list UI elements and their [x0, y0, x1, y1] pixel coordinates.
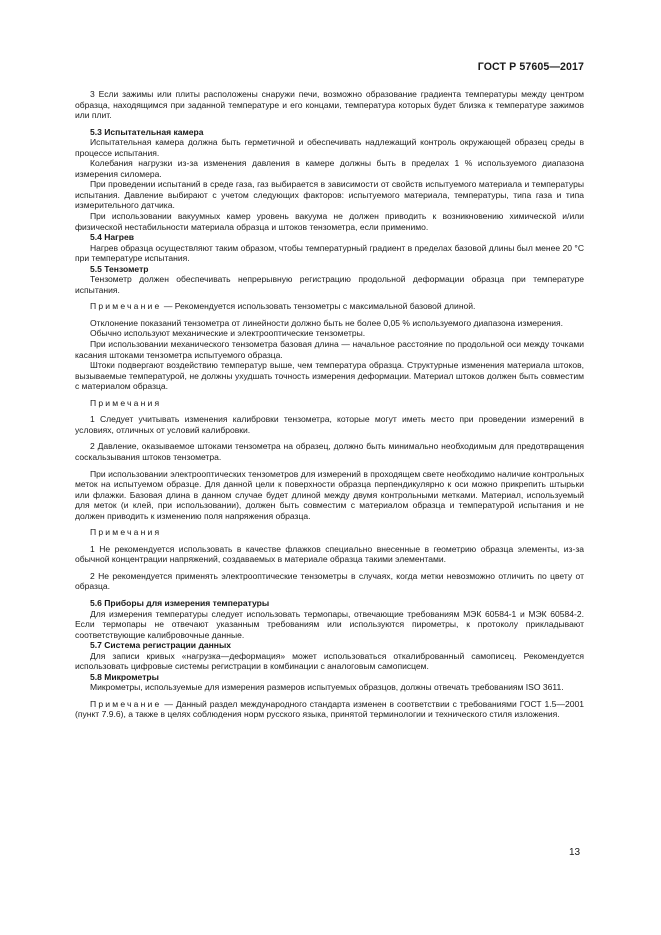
body-paragraph: При использовании электрооптических тензометров для измерений в проходящем свете необходимо наличие контрольных меток на испытуемом образце. Для данной цели к поверхности образца перпендикулярно к оси можно прикрепить штырьки или флажки. Базовая длина в данном случае будет длиной между двумя контрольными метками. Материал, используемый для меток (и клей, при использовании), должен быть совместим с материалом образца и температурой испытания и не должен приводить к изменению поля напряжения образца.: [75, 468, 584, 521]
note-text: — Данный раздел международного стандарта изменен в соответствии с требованиями ГОСТ 1.5—2001 (пункт 7.9.6), а также в целях соблюдения норм русского языка, принятой терминологии и технического стиля изложения.: [75, 698, 584, 720]
section-heading: 5.6 Приборы для измерения температуры: [90, 597, 270, 608]
body-paragraph: 1 Не рекомендуется использовать в качестве флажков специально внесенные в геометрию образца элементы, из-за обычной концентрации напряжений, создаваемых в материале образца такими элементами.: [75, 543, 584, 565]
body-paragraph: Тензометр должен обеспечивать непрерывную регистрацию продольной деформации образца при температуре испытания.: [75, 274, 584, 295]
note-text: — Рекомендуется использовать тензометры с максимальной базовой длиной.: [161, 301, 476, 312]
section-heading: 5.4 Нагрев: [90, 232, 134, 243]
note-paragraph: [75, 301, 584, 312]
page-content: [75, 89, 584, 720]
body-paragraph: 3 Если зажимы или плиты расположены снаружи печи, возможно образование градиента температуры между центром образца, находящимся при заданной температуре и его концами, температура которых будет близка к температуре зажимов или плит.: [75, 89, 584, 121]
body-paragraph: 1 Следует учитывать изменения калибровки тензометра, которые могут иметь место при проведении измерений в условиях, отличных от условий калибровки.: [75, 414, 584, 435]
body-paragraph: 2 Давление, оказываемое штоками тензометра на образец, должно быть минимально необходимым для предотвращения соскальзывания штоков тензометра.: [75, 441, 584, 462]
note-label: Примечание: [90, 301, 162, 312]
section-heading: 5.8 Микрометры: [90, 671, 159, 682]
body-paragraph: При проведении испытаний в среде газа, газ выбирается в зависимости от свойств испытуемого материала и температуры испытания. Давление выбирают с учетом следующих факторов: испытуемого материала, температуры, типа газа и типа измерительного датчика.: [75, 179, 584, 211]
body-paragraph: При использовании вакуумных камер уровень вакуума не должен приводить к возникновению химической и/или физической нестабильности материала образца и штоков тензометра, если применимо.: [75, 211, 584, 232]
section-heading: 5.3 Испытательная камера: [90, 126, 204, 137]
notes-label: [75, 398, 584, 409]
notes-label-text: Примечания: [90, 397, 162, 408]
body-paragraph: Для измерения температуры следует использовать термопары, отвечающие требованиям МЭК 60584-1 и МЭК 60584-2. Если термопары не отвечают указанным требованиям или используются пирометры, к протоколу прикладывают соответствующие калибровочные данные.: [75, 608, 584, 640]
body-paragraph: Колебания нагрузки из-за изменения давления в камере должны быть в пределах 1 % используемого диапазона измерения силомера.: [75, 158, 584, 179]
body-paragraph: 2 Не рекомендуется применять электрооптические тензометры в случаях, когда метки невозможно отличить по цвету от образца.: [75, 570, 584, 592]
note-label: Примечание: [90, 698, 162, 709]
note-paragraph: [75, 699, 584, 720]
body-paragraph: Отклонение показаний тензометра от линейности должно быть не более 0,05 % используемого диапазона измерения.: [90, 317, 564, 328]
body-paragraph: Обычно используют механические и электрооптические тензометры.: [90, 328, 366, 339]
body-paragraph: Микрометры, используемые для измерения размеров испытуемых образцов, должны отвечать требованиям ISO 3611.: [90, 682, 564, 693]
body-paragraph: Штоки подвергают воздействию температур выше, чем температура образца. Структурные изменения материала штоков, вызываемые температурой, не должны ухудшать точность измерения деформации. Материал штоков должен быть совместим с материалом образца.: [75, 360, 584, 392]
document-id: ГОСТ Р 57605—2017: [477, 61, 584, 73]
body-paragraph: При использовании механического тензометра базовая длина — начальное расстояние по продольной оси между точками касания штоками тензометра испытуемого образца.: [75, 339, 584, 360]
page-number: 13: [569, 847, 581, 858]
body-paragraph: Для записи кривых «нагрузка—деформация» может использоваться откалиброванный самописец. Рекомендуется использовать цифровые системы регистрации в комбинации с аналоговым самописцем.: [75, 650, 584, 672]
section-heading: 5.7 Система регистрации данных: [90, 640, 231, 651]
section-heading: 5.5 Тензометр: [90, 263, 149, 274]
body-paragraph: Нагрев образца осуществляют таким образом, чтобы температурный градиент в пределах базовой длины был менее 20 °С при температуре испытания.: [75, 242, 584, 264]
body-paragraph: Испытательная камера должна быть герметичной и обеспечивать надлежащий контроль окружающей образец среды в процессе испытания.: [75, 137, 584, 158]
notes-label: [75, 527, 584, 538]
notes-label-text: Примечания: [90, 527, 162, 538]
